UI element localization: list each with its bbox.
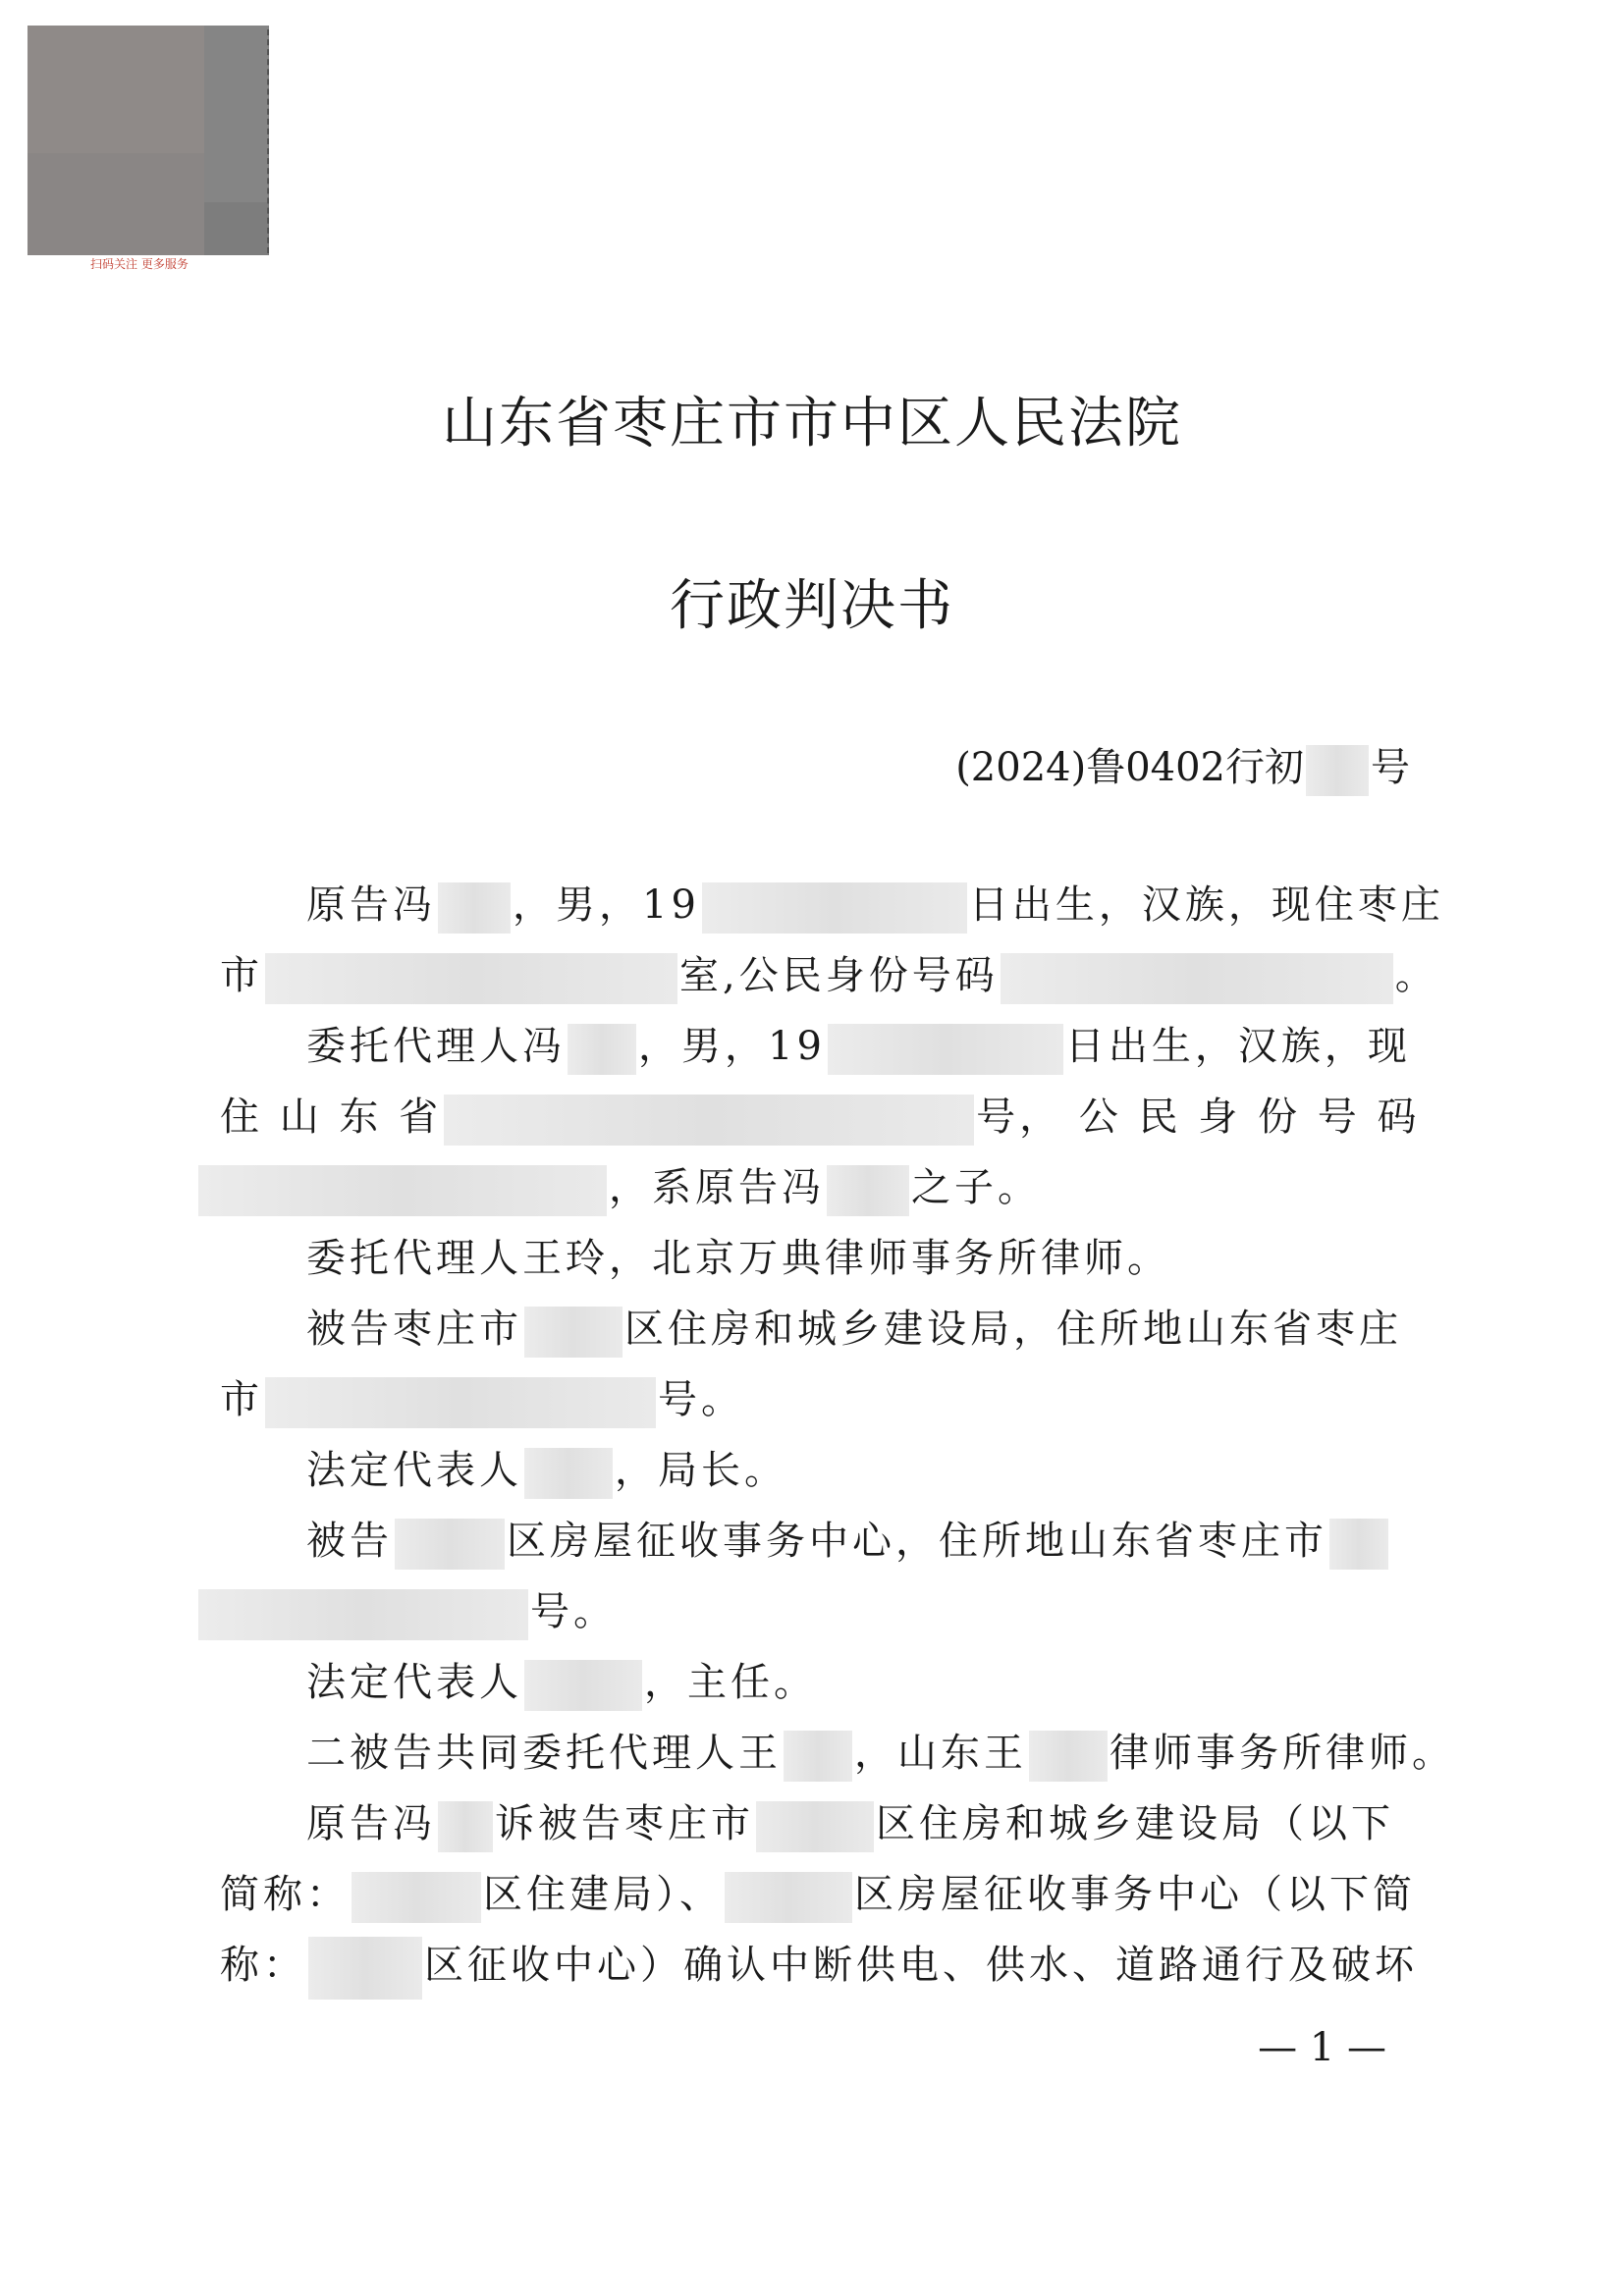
- redaction-blur: [444, 1095, 974, 1146]
- agent-1-line-2: [220, 1082, 1428, 1152]
- text-run: 简称：: [220, 1872, 350, 1917]
- text-run: 号， 公 民 身 份 号 码: [976, 1095, 1421, 1140]
- text-run: 室,公民身份号码: [679, 953, 999, 998]
- text-run: 号。: [530, 1589, 617, 1634]
- text-run: ，主任。: [644, 1660, 817, 1705]
- redaction-blur: [568, 1024, 636, 1075]
- joint-agent-line: [306, 1718, 1485, 1789]
- text-run: 区住房和城乡建设局，住所地山东省枣庄: [624, 1307, 1402, 1352]
- text-run: 区住建局）、: [483, 1872, 723, 1917]
- text-run: 称：: [220, 1943, 306, 1988]
- text-run: ，山东王: [854, 1731, 1027, 1776]
- court-name: 山东省枣庄市市中区人民法院: [442, 392, 1182, 455]
- text-run: 被告枣庄市: [306, 1307, 522, 1352]
- redaction-blur: [827, 1165, 909, 1216]
- defendant-1-line-1: [306, 1294, 1428, 1364]
- qr-tile: [27, 153, 204, 255]
- redaction-blur: [828, 1024, 1063, 1075]
- text-run: 市: [220, 953, 263, 998]
- case-number-prefix: (2024)鲁0402行初: [955, 745, 1304, 790]
- redaction-blur: [784, 1731, 852, 1782]
- text-run: ，男，19: [638, 1024, 826, 1069]
- redaction-blur: [308, 1937, 422, 2000]
- defendant-1-line-2: [220, 1364, 1428, 1435]
- redaction-blur: [395, 1519, 505, 1570]
- legal-rep-2-line: [306, 1647, 1428, 1718]
- text-run: 住 山 东 省: [220, 1095, 443, 1140]
- redaction-blur: [756, 1801, 874, 1852]
- text-run: 法定代表人: [306, 1660, 522, 1705]
- text-run: 区住房和城乡建设局（以下: [876, 1801, 1394, 1846]
- redaction-blur: [1329, 1519, 1388, 1570]
- redaction-blur: [1029, 1731, 1108, 1782]
- redaction-blur: [198, 1589, 528, 1640]
- redaction-blur: [1306, 745, 1369, 796]
- redaction-blur: [438, 1801, 493, 1852]
- page-number: — 1 —: [1258, 2025, 1386, 2070]
- plaintiff-line-1: [306, 870, 1444, 940]
- case-summary-line-3: [220, 1930, 1428, 2001]
- text-run: 委托代理人冯: [306, 1024, 566, 1069]
- text-run: 。: [1394, 953, 1438, 998]
- defendant-2-line-2: [196, 1576, 1404, 1647]
- text-run: 二被告共同委托代理人王: [306, 1731, 782, 1776]
- text-run: 区房屋征收事务中心，住所地山东省枣庄市: [507, 1519, 1327, 1564]
- case-summary-line-2: [220, 1859, 1428, 1930]
- redaction-blur: [725, 1872, 852, 1923]
- document-type-title: 行政判决书: [670, 574, 954, 638]
- text-run: 日出生，汉族，现: [1064, 1024, 1411, 1069]
- text-run: 法定代表人: [306, 1448, 522, 1493]
- redaction-blur: [1001, 953, 1393, 1004]
- redaction-blur: [524, 1660, 642, 1711]
- text-run: ，男，19: [513, 882, 700, 928]
- case-number: [955, 740, 1410, 796]
- agent-1-line-3: [196, 1152, 1404, 1223]
- redaction-blur: [352, 1872, 481, 1923]
- plaintiff-line-2: [220, 940, 1438, 1011]
- text-run: 区征收中心）确认中断供电、供水、道路通行及破坏: [424, 1943, 1418, 1988]
- text-run: 被告: [306, 1519, 393, 1564]
- case-summary-line-1: [306, 1789, 1428, 1859]
- text-run: 原告冯: [306, 1801, 436, 1846]
- redaction-blur: [438, 882, 511, 934]
- text-run: 之子。: [911, 1165, 1041, 1210]
- text-run: 诉被告枣庄市: [495, 1801, 754, 1846]
- redaction-blur: [702, 882, 967, 934]
- text-run: 原告冯: [306, 882, 436, 928]
- qr-caption: 扫码关注 更多服务: [90, 257, 189, 271]
- text-run: 市: [220, 1377, 263, 1422]
- agent-1-line-1: [306, 1011, 1428, 1082]
- redaction-blur: [265, 953, 677, 1004]
- redaction-blur: [524, 1448, 613, 1499]
- text-run: 号。: [658, 1377, 744, 1422]
- qr-code-image: [27, 26, 269, 255]
- redaction-blur: [265, 1377, 656, 1428]
- text-run: 日出生，汉族，现住枣庄: [968, 882, 1444, 928]
- redaction-blur: [524, 1307, 623, 1358]
- agent-2-line: 委托代理人王玲，北京万典律师事务所律师。: [306, 1236, 1170, 1281]
- qr-tile: [204, 26, 269, 202]
- text-run: 区房屋征收事务中心（以下简: [854, 1872, 1416, 1917]
- legal-rep-1-line: [306, 1435, 1428, 1506]
- defendant-2-line-1: [306, 1506, 1428, 1576]
- text-run: ，局长。: [615, 1448, 787, 1493]
- text-run: ，系原告冯: [609, 1165, 825, 1210]
- qr-tile: [204, 202, 269, 255]
- qr-dashed-edge: [267, 29, 271, 253]
- redaction-blur: [198, 1165, 607, 1216]
- case-number-suffix: 号: [1371, 745, 1410, 790]
- text-run: 律师事务所律师。: [1110, 1731, 1455, 1776]
